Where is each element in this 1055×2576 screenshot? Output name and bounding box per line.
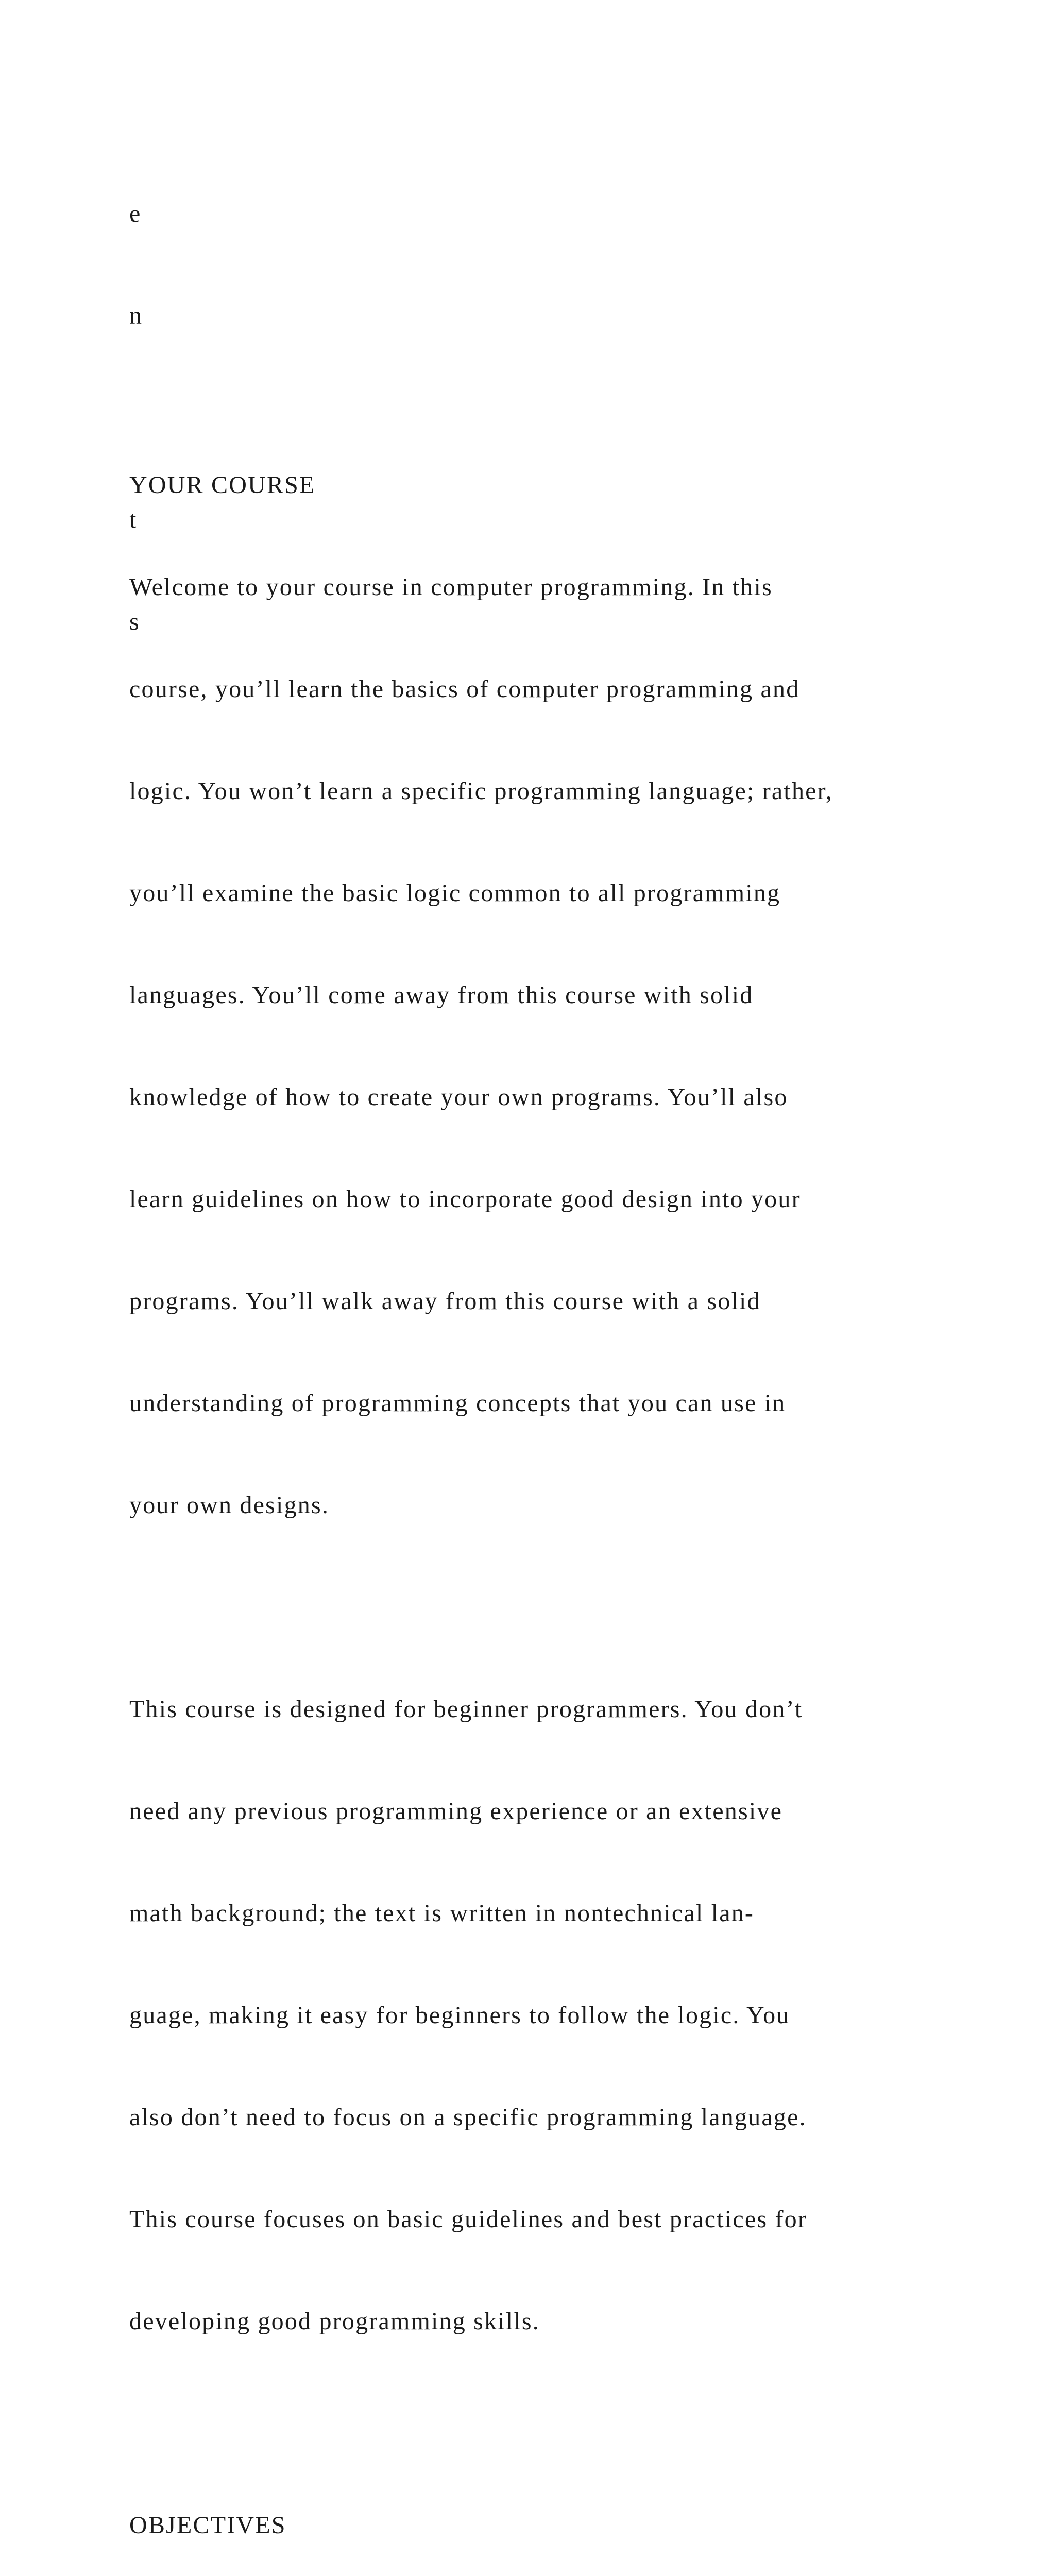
intro-line: Welcome to your course in computer programming. In this <box>129 573 773 601</box>
blank-line <box>129 2406 979 2441</box>
intro-line: languages. You’ll come away from this course with solid <box>129 981 754 1009</box>
intro-line: your own designs. <box>129 1492 330 1519</box>
intro-line: you’ll examine the basic logic common to all programming <box>129 879 781 907</box>
intro-line: knowledge of how to create your own programs. You’ll also <box>129 1083 788 1111</box>
intro-line: learn guidelines on how to incorporate good design into your <box>129 1185 801 1213</box>
audience-line: This course is designed for beginner programmers. You don’t <box>129 1696 803 1723</box>
course-heading: YOUR COURSE <box>129 471 316 499</box>
intro-line: understanding of programming concepts that you can use in <box>129 1389 786 1417</box>
course-section <box>129 400 979 2576</box>
intro-line: programs. You’ll walk away from this course with a solid <box>129 1287 761 1315</box>
intro-line: course, you’ll learn the basics of computer programming and <box>129 675 800 703</box>
fragment-letter: n <box>129 302 143 329</box>
fragment-letter: s <box>129 608 140 635</box>
audience-line: developing good programming skills. <box>129 2308 540 2335</box>
objectives-heading: OBJECTIVES <box>129 2512 286 2539</box>
blank-line <box>129 1590 979 1624</box>
audience-line: guage, making it easy for beginners to follow the logic. You <box>129 2002 790 2029</box>
fragment-letter: t <box>129 506 138 533</box>
audience-line: math background; the text is written in nontechnical lan- <box>129 1900 755 1927</box>
audience-line: also don’t need to focus on a specific programming language. <box>129 2104 807 2131</box>
fragment-letter: e <box>129 200 142 227</box>
audience-line: need any previous programming experience or an extensive <box>129 1798 783 1825</box>
audience-line: This course focuses on basic guidelines and best practices for <box>129 2206 808 2233</box>
intro-line: logic. You won’t learn a specific programming language; rather, <box>129 777 833 805</box>
